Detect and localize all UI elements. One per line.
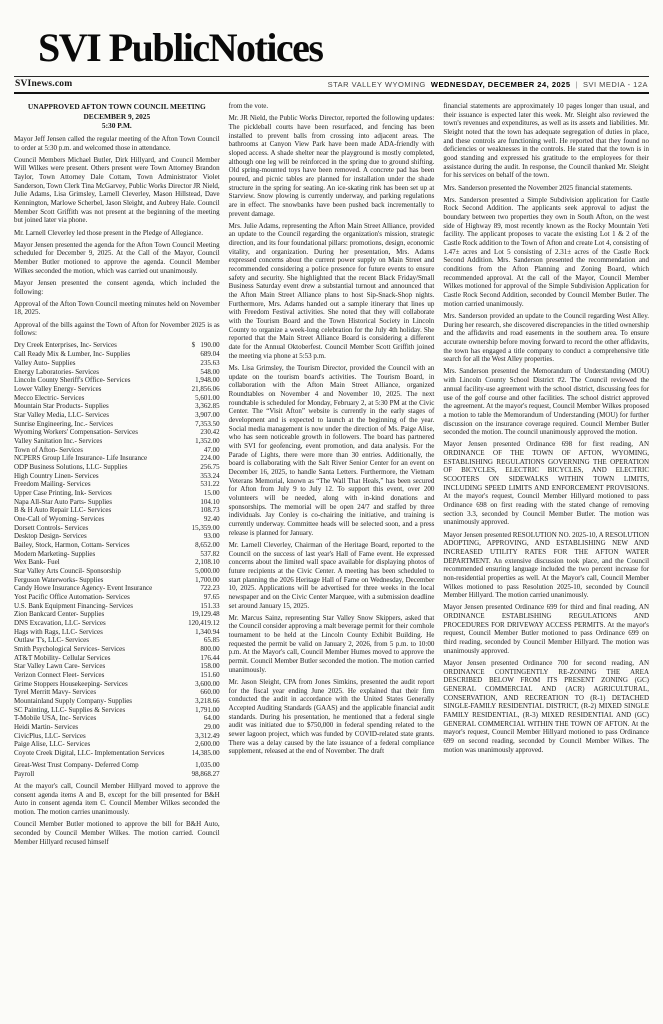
paragraph: Ms. Lisa Grimsley, the Tourism Director, provided the Council with an update on the tourism board's activities. The Tourism Board, in collaboration with the Afton Main Street Alliance, organized Roundtables on November 4 and November 10, 2025. The next roundtable is scheduled for Monday, February 2, at 5:30 PM at the Civic Center. The “Visit Afton” website is currently in the early stages of development and is expected to launch at the beginning of the year. Social media management is now under the direction of Ms. Paige Alise, who has seen noticeable growth in followers. The board has partnered with SVI for geofencing, event promotion, and data analysis. For the Parade of Lights, there were more than 30 entries. Additionally, the board is collaborating with the Salt River Senior Center for an event on December 16, 2025, to handle Santa Letters. Furthermore, the Vietnam Veterans Memorial, known as “The Wall That Heals,” has been secured for Afton from July 9 to July 12. To support this event, over 200 volunteers will be needed, along with in-kind donations and sponsorships. The memorial will be open 24/7 and staffed by three individuals. Jay Conley is co-chairing the initiative, and training is currently underway. Committee heads will be selected soon, and a press release is planned for January. — [228, 363, 435, 537]
bill-amount: 108.73 — [200, 506, 220, 515]
dateline-separator: | — [575, 79, 578, 89]
bill-amount: 19,129.48 — [191, 610, 220, 619]
paragraph: Mayor Jensen presented the consent agenda, which included the following: — [14, 278, 220, 296]
bill-amount: 3,600.00 — [195, 679, 220, 688]
paragraph: Mayor Jensen presented Ordinance 700 for second reading, AN ORDINANCE CONTINGENTLY RE-ZONING THE AREA DESCRIBED BELOW FROM ITS PRESENT ZONING (GC) GENERAL COMMERCIAL AND (ACR) AGRICULTURAL, CONSERVATION, AND RECREATION TO (R-1) DETACHED SINGLE-FAMILY RESIDENTIAL DISTRICT, (R-2) MIXED SINGLE FAMILY RESIDENTIAL, (R-3) MIXED RESIDENTIAL AND (GC) GENERAL COMMERCIAL WITHIN THE TOWN OF AFTON. At the mayor's request, Council Member Hillyard motioned to pass Ordinance 699 on second reading, seconded by Council Member Wilkes. The motion was unanimously approved. — [443, 658, 650, 754]
bill-payee: Great-West Trust Company- Deferred Comp — [14, 761, 139, 770]
col1-paragraphs — [14, 135, 220, 338]
bill-payee: Outlaw T's, LLC- Services — [14, 636, 90, 645]
bill-amount: 2,600.00 — [195, 740, 220, 749]
bill-payee: CivicPlus, LLC- Services — [14, 731, 86, 740]
bill-amount: 97.65 — [203, 592, 220, 601]
bill-payee: B & H Auto Repair LLC- Services — [14, 506, 112, 515]
bill-row — [14, 602, 220, 611]
bill-payee: Coyote Creek Digital, LLC- Implementation Services — [14, 749, 165, 758]
bill-row — [14, 761, 220, 770]
bill-row — [14, 454, 220, 463]
bill-row — [14, 558, 220, 567]
dateline-edition: SVI MEDIA - 12A — [582, 79, 648, 89]
bill-row — [14, 506, 220, 515]
bill-amount: 65.85 — [203, 636, 220, 645]
bill-amount: 15,359.00 — [191, 523, 220, 532]
bill-row — [14, 532, 220, 541]
bill-row — [14, 593, 220, 602]
bill-row — [14, 437, 220, 446]
bill-row — [14, 394, 220, 403]
bill-amount: 29.00 — [203, 723, 220, 732]
bill-amount: 21,856.06 — [191, 384, 220, 393]
paragraph: Approval of the bills against the Town of Afton for November 2025 is as follows: — [14, 320, 220, 338]
bill-row — [14, 680, 220, 689]
bill-row — [14, 541, 220, 550]
col3-paragraphs — [443, 102, 649, 754]
bill-payee: DNS Excavation, LLC- Services — [14, 618, 106, 627]
bill-row — [14, 385, 220, 394]
bill-payee: Star Valley Media, LLC- Services — [14, 410, 109, 419]
bill-amount: 1,035.00 — [195, 761, 220, 770]
bill-payee: Candy Howe Insurance Agency- Event Insurance — [14, 584, 153, 593]
bill-row — [14, 498, 220, 507]
bill-row — [14, 654, 220, 663]
bill-amount: 230.42 — [200, 428, 220, 437]
bill-payee: Star Valley Arts Council- Sponsorship — [14, 566, 121, 575]
bill-amount: $ 190.00 — [191, 341, 220, 350]
bill-payee: Ferguson Waterworks- Supplies — [14, 575, 104, 584]
bill-amount: 1,791.00 — [195, 705, 220, 714]
paragraph: Mr. Larnell Cleverley, Chairman of the Heritage Board, reported to the Council on the success of last year's Hall of Fame event. He expressed concerns about the limited wall space available for displaying photos of future recipients at the Civic Center. A meeting has been scheduled to start planning the 2026 Heritage Hall of Fame on Wednesday, December 10, 2025. Applications will be advertised for three weeks in the local newspaper and on the Civic Center Marquee, with a submission deadline set around January 15, 2025. — [228, 540, 435, 610]
paragraph: Mayor Jensen presented RESOLUTION NO. 2025-10, A RESOLUTION ADOPTING, APPROVING, AND ESTABLISHING NEW AND INCREASED UTILITY RATES FOR THE AFTON WATER DEPARTMENT. An extensive discussion took place, and the Council recommended ensuring language included the two percent increase for non-residential properties as well. At the Mayor's call, Council Member Wilkes motioned to pass Resolution 2025-10, seconded by Council Member Hillyard. The motion carried unanimously. — [443, 530, 650, 600]
bill-row — [14, 341, 220, 350]
bill-payee: NCPERS Group Life Insurance- Life Insurance — [14, 454, 148, 463]
bill-payee: Lower Valley Energy- Services — [14, 384, 102, 393]
paragraph: Mayor Jensen presented Ordinance 698 for first reading, AN ORDINANCE OF THE TOWN OF AFTON, WYOMING, ESTABLISHING REGULATIONS GOVERNING THE OPERATION OF BICYCLES, ELECTRIC BICYCLES, AND ELECTRIC SCOOTERS ON SIDEWALKS WITHIN TOWN LIMITS, INCLUDING SPEED LIMITS AND ENFORCEMENT PROVISIONS. At the mayor's request, Council Member Hillyard motioned to pass Ordinance 698 on first reading with the stated change of removing section 3.3, seconded by Council Member Butler. The motion was unanimously approved. — [443, 440, 650, 527]
bill-payee: U.S. Bank Equipment Financing- Services — [14, 601, 133, 610]
paragraph: Mr. Marcus Sainz, representing Star Valley Snow Skippers, asked that the Council consider approving a malt beverage permit for their cornhole tournament to be held at the Lincoln County Exhibit Building. He requested the permit be valid on January 2, 2026, from 5 p.m. to 10:00 p.m. At the Mayor's call, Council Member Humes moved to approve the permit. Council Member Butler seconded the motion. The motion carried unanimously. — [228, 613, 435, 674]
bill-row — [14, 420, 220, 429]
bill-row — [14, 411, 220, 420]
bill-amount: 151.33 — [200, 601, 220, 610]
paragraph: from the vote. — [228, 102, 269, 110]
bill-payee: Lincoln County Sheriff's Office- Services — [14, 376, 131, 385]
bill-amount: 47.00 — [203, 445, 220, 454]
bill-row — [14, 610, 220, 619]
bill-amount: 353.24 — [200, 471, 220, 480]
bill-amount: 531.22 — [200, 480, 220, 489]
bill-payee: One-Call of Wyoming- Services — [14, 514, 105, 523]
masthead-title: SVI PublicNotices — [38, 25, 323, 70]
bill-payee: Mountainland Supply Company- Supplies — [14, 697, 133, 706]
bill-amount: 158.00 — [200, 662, 220, 671]
bill-payee: Mountain Star Products- Supplies — [14, 402, 109, 411]
bill-row — [14, 576, 220, 585]
bill-amount: 235.63 — [200, 358, 220, 367]
bill-payee: Energy Laboratories- Services — [14, 367, 100, 376]
paragraph: financial statements are approximately 10 pages longer than usual, and their issuance is expected later this week. Mr. Sleight also reviewed the town's revenues and expenditures, as well as its assets and liabilities. Mr. Sleight noted that the town has adequate segregation of duties in place, and these controls are functioning well. He reported that they found no deficiencies or weaknesses in the controls. He stated that the town is in good standing and expressed his gratitude to the employees for their assistance during the audit. In response, the Council thanked Mr. Sleight for his services on behalf of the town. — [443, 102, 650, 180]
paragraph: Mrs. Sanderson presented a Simple Subdivision application for Castle Rock Second Addition. The applicants seek approval to adjust the boundary between two properties they own in South Afton, on the west side of Highway 89, most recently known as the Rocky Mountain Yeti facility. The applicant proposes to vacate the existing Lot 1 & 2 of the Castle Rock addition to the Town of Afton and create Lot 4, consisting of 1.47± acres and Lot 5 consisting of 2.31± acres of the Castle Rock Second Addition. Mrs. Sanderson presented the recommendation and conditions from the Afton Planning and Zoning Board, which recommended approval. At the call of the Mayor, Council Member Wilkes motioned for approval of the Simple Subdivision Application for Castle Rock Second Addition, seconded by Council Member Butler. The motion carried unanimously. — [443, 195, 650, 308]
bill-amount: 3,218.66 — [195, 697, 220, 706]
paragraph: Mayor Jensen presented the agenda for the Afton Town Council Meeting scheduled for December 9, 2025. At the Call of the Mayor, Council Member Butler motioned to approve the agenda. Council Member Wilkes seconded the motion, which was carried out unanimously. — [14, 240, 220, 275]
bill-amount: 1,700.00 — [195, 575, 220, 584]
site-name: SVInews.com — [15, 79, 73, 89]
bill-amount: 176.44 — [200, 653, 220, 662]
bill-payee: Dorsett Controls- Services — [14, 523, 89, 532]
paragraph: Mrs. Sanderson provided an update to the Council regarding West Alley. During her research, she discovered discrepancies in the titled ownership and the affidavits and road easements in the southern area. To ensure accurate ownership before moving forward to record the other affidavits, the town has engaged a title company to conduct a comprehensive title search for all the West Alley properties. — [443, 311, 650, 364]
bill-row — [14, 770, 220, 779]
bill-row — [14, 480, 220, 489]
bill-amount: 5,000.00 — [195, 566, 220, 575]
col2-paragraphs — [229, 102, 435, 756]
bill-amount: 722.23 — [200, 584, 220, 593]
column-1 — [14, 102, 220, 850]
bill-payee: Bailey, Stock, Harmon, Cottam- Services — [14, 540, 130, 549]
bill-amount: 92.40 — [203, 514, 220, 523]
paragraph: At the mayor's call, Council Member Hillyard moved to approve the consent agenda items A and B, except for the bill presented for B&H Auto in consent agenda item C. Council Member Wilkes seconded the motion. The motion carries unanimously. — [14, 782, 220, 817]
paragraph: Council Members Michael Butler, Dirk Hillyard, and Council Member Will Wilkes were present. Others present were Town Attorney Brandon Taylor, Town Attorney Dale Cottam, Town Administrator Violet Sanderson, Town Clerk Tina McGarvey, Public Works Director JR Nield, Julie Adams, Lisa Grimsley, Larnell Cleverley, Mason Hillstead, Dave Kennington, Marlowe Scherbel, Jason Sleight, and Aubrey Hale. Council Member Scott Griffith was not present at the beginning of the meeting but joined later via phone. — [14, 155, 220, 225]
paragraph: Mr. Larnell Cleverley led those present in the Pledge of Allegiance. — [14, 228, 203, 237]
infobar-rule — [14, 92, 649, 94]
column-3 — [443, 102, 649, 850]
bill-row — [14, 706, 220, 715]
bill-row — [14, 463, 220, 472]
bill-amount: 660.00 — [200, 688, 220, 697]
bill-amount: 15.00 — [203, 488, 220, 497]
bill-row — [14, 688, 220, 697]
paragraph: Mrs. Sanderson presented the Memorandum of Understanding (MOU) with Lincoln County School District #2. The Council reviewed the annual facility-use agreement with the school district, discussing fees for use of the golf course and other facilities. The school district approved the agreement. At the mayor's request, Council Member Wilkes proposed a motion to table the Memorandum of Understanding (MOU) for further discussion on the insurance coverage required. Council Member Butler seconded the motion. The council unanimously approved the motion. — [443, 367, 650, 437]
dateline — [328, 80, 648, 89]
bill-amount: 256.75 — [200, 462, 220, 471]
bill-row — [14, 376, 220, 385]
bill-row — [14, 359, 220, 368]
bill-amount: 3,907.00 — [195, 410, 220, 419]
notice-heading — [14, 102, 220, 131]
bill-row — [14, 697, 220, 706]
bill-row — [14, 515, 220, 524]
bill-amount: 120,419.12 — [188, 618, 220, 627]
article-columns — [14, 102, 649, 850]
bill-row — [14, 723, 220, 732]
bill-amount: 3,362.85 — [195, 402, 220, 411]
bill-row — [14, 524, 220, 533]
bill-payee: T-Mobile USA, Inc- Services — [14, 714, 97, 723]
bill-payee: Yost Pacific Office Automation- Services — [14, 592, 130, 601]
bill-row — [14, 446, 220, 455]
bill-amount: 98,868.27 — [191, 769, 220, 778]
info-bar — [14, 77, 649, 92]
bill-payee: Tyrel Merritt Mavy- Services — [14, 688, 97, 697]
bill-amount: 14,385.00 — [191, 749, 220, 758]
bill-amount: 548.00 — [200, 367, 220, 376]
dateline-location: STAR VALLEY WYOMING — [327, 79, 426, 89]
bill-row — [14, 368, 220, 377]
bill-row — [14, 645, 220, 654]
paragraph: Council Member Butler motioned to approve the bill for B&H Auto, seconded by Council Member Wilkes. The motion carried. Council Member Hillyard recused himself — [14, 820, 220, 846]
bill-payee: Star Valley Lawn Care- Services — [14, 662, 106, 671]
col1-after-paragraphs — [14, 782, 220, 846]
bill-row — [14, 489, 220, 498]
bill-payee: Call Ready Mix & Lumber, Inc- Supplies — [14, 350, 131, 359]
bill-amount: 1,352.00 — [195, 436, 220, 445]
bill-payee: AT&T Mobility- Cellular Services — [14, 653, 111, 662]
notice-heading-time: 5:30 P.M. — [101, 121, 132, 131]
bill-amount: 104.10 — [200, 497, 220, 506]
bill-row — [14, 550, 220, 559]
bill-row — [14, 636, 220, 645]
bill-row — [14, 567, 220, 576]
paragraph: Mrs. Julie Adams, representing the Afton Main Street Alliance, provided an update to the Council regarding the organization's mission, strategic direction, and its four foundational pillars: promotions, design, economic vitality, and organization. During her presentation, Mrs. Adams expressed concerns about the current power supply on Main Street and recommended considering a police presence for future events to ensure safety and security. She highlighted that the recent Black Friday/Small Business Saturday event drew a substantial turnout and announced that the Afton Main Street Alliance plans to host Sip-Snack-Shop nights. Furthermore, Mrs. Adams handed out a sample itinerary that lines up with Freedom Festival activities. She noted that they will collaborate with the Tourism Board and the Town Historical Society in Lincoln County to organize a week-long celebration for the July 4th holiday. She reported that the Main Street Alliance Board is considering a different date for the Annual Oktoberfest. Council Member Scott Griffith joined the meeting via phone at 5:53 p.m. — [228, 221, 435, 360]
bill-payee: Freedom Mailing- Services — [14, 480, 91, 489]
bill-amount: 93.00 — [203, 532, 220, 541]
bill-payee: Valley Auto- Supplies — [14, 358, 76, 367]
bill-amount: 800.00 — [200, 645, 220, 653]
masthead — [14, 0, 649, 71]
bill-payee: Modern Marketing- Supplies — [14, 549, 96, 558]
bill-amount: 151.60 — [200, 671, 220, 680]
bill-amount: 537.82 — [200, 549, 220, 558]
notice-heading-title: UNAPPROVED AFTON TOWN COUNCIL MEETING — [27, 102, 206, 111]
bill-payee: Heidi Martin- Services — [14, 723, 79, 732]
notice-heading-date: DECEMBER 9, 2025 — [83, 111, 151, 121]
paragraph: Mayor Jensen presented Ordinance 699 for third and final reading, AN ORDINANCE ESTABLISHING REGULATIONS AND PROCEDURES FOR DRIVEWAY ACCESS PERMITS. At the mayor's request, Council Member Butler motioned to pass Ordinance 699 on third reading, seconded by Council Member Hillyard. The motion was unanimously approved. — [443, 603, 650, 655]
bill-payee: Payroll — [14, 769, 35, 778]
bill-payee: SC Painting, LLC- Supplies & Services — [14, 705, 126, 714]
bill-payee: Dry Creek Enterprises, Inc- Services — [14, 341, 117, 350]
bill-amount: 7,353.50 — [195, 419, 220, 428]
bill-payee: Grime Stoppers Housekeeping- Services — [14, 679, 128, 688]
bill-row — [14, 628, 220, 637]
bill-payee: Upper Case Printing, Ink- Services — [14, 488, 112, 497]
column-2 — [229, 102, 435, 850]
bill-amount: 1,948.00 — [195, 376, 220, 385]
bill-payee: High Country Linen- Services — [14, 471, 99, 480]
bill-payee: Verizon Connect Fleet- Services — [14, 671, 105, 680]
bill-payee: Sunrise Engineering, Inc.- Services — [14, 419, 113, 428]
bill-payee: Desktop Design- Services — [14, 532, 87, 541]
bill-amount: 5,601.00 — [195, 393, 220, 402]
bill-payee: Hags with Rags, LLC- Services — [14, 627, 103, 636]
bill-row — [14, 402, 220, 411]
bill-row — [14, 749, 220, 758]
paragraph: Mr. Jason Sleight, CPA from Jones Simkins, presented the audit report for the fiscal year ending June 2025. He explained that their firm conducted the audit in accordance with the United States Generally Accepted Auditing Standards (GAAS) and the applicable financial audit standards. During his presentation, he mentioned that a federal single audit was initiated due to $750,000 in federal spending related to the sewer lagoon project, which was funded by COVID-related state grants. There was a delay caused by the late issuance of a federal compliance supplement, released at the end of November. The draft — [228, 678, 435, 756]
bill-row — [14, 428, 220, 437]
bill-payee: Paige Alise, LLC- Services — [14, 740, 91, 749]
bill-payee: Napa All-Star Auto Parts- Supplies — [14, 497, 112, 506]
bill-row — [14, 740, 220, 749]
bill-row — [14, 472, 220, 481]
bill-payee: Mecco Electric- Services — [14, 393, 85, 402]
bill-amount: 224.00 — [200, 454, 220, 463]
bill-row — [14, 732, 220, 741]
paragraph: Approval of the Afton Town Council meeting minutes held on November 18, 2025. — [14, 299, 220, 317]
bill-payee: Zion Bankcard Center- Supplies — [14, 610, 105, 619]
bill-amount: 1,340.94 — [195, 627, 220, 636]
bill-row — [14, 662, 220, 671]
bill-amount: 64.00 — [203, 714, 220, 723]
bill-payee: Wyoming Workers' Compensation- Services — [14, 428, 138, 437]
bill-amount: 689.04 — [200, 350, 220, 359]
bill-amount: 8,652.00 — [195, 540, 220, 549]
bill-row — [14, 671, 220, 680]
bill-row — [14, 350, 220, 359]
bill-amount: 3,312.49 — [195, 731, 220, 740]
bills-list — [14, 341, 220, 778]
bill-payee: Valley Sanitation Inc.- Services — [14, 436, 103, 445]
bill-row — [14, 714, 220, 723]
paragraph: Mayor Jeff Jensen called the regular meeting of the Afton Town Council to order at 5:30 p.m. and welcomed those in attendance. — [14, 134, 220, 152]
bill-row — [14, 584, 220, 593]
bill-payee: Town of Afton- Services — [14, 445, 83, 454]
paragraph: Mr. JR Nield, the Public Works Director, reported the following updates: The pickleball courts have been resurfaced, and fencing has been installed to prevent balls from crossing into adjacent areas. The bathrooms at Canyon View Park have been made ADA-friendly with sloped access. A shade shelter near the playground is mostly completed, although one leg will be reinforced in the spring due to ground shifting. Old spring-mounted toys have been removed. A concrete pad has been poured, and picnic tables are planned for installation under the shade structure in the spring for seating. An ice-skating rink has been set up at Starview. Snow plowing is currently underway, and parking regulations are in effect. The snowbanks have been pushed back incrementally to prevent damage. — [228, 114, 435, 218]
bill-amount: 2,108.10 — [195, 558, 220, 567]
bill-row — [14, 619, 220, 628]
paragraph: Mrs. Sanderson presented the November 2025 financial statements. — [443, 183, 633, 192]
bill-payee: Smith Psychological Services- Services — [14, 645, 126, 653]
bill-payee: Wex Bank- Fuel — [14, 558, 60, 567]
bill-payee: ODP Business Solutions, LLC- Supplies — [14, 462, 128, 471]
dateline-date: WEDNESDAY, DECEMBER 24, 2025 — [430, 79, 571, 89]
